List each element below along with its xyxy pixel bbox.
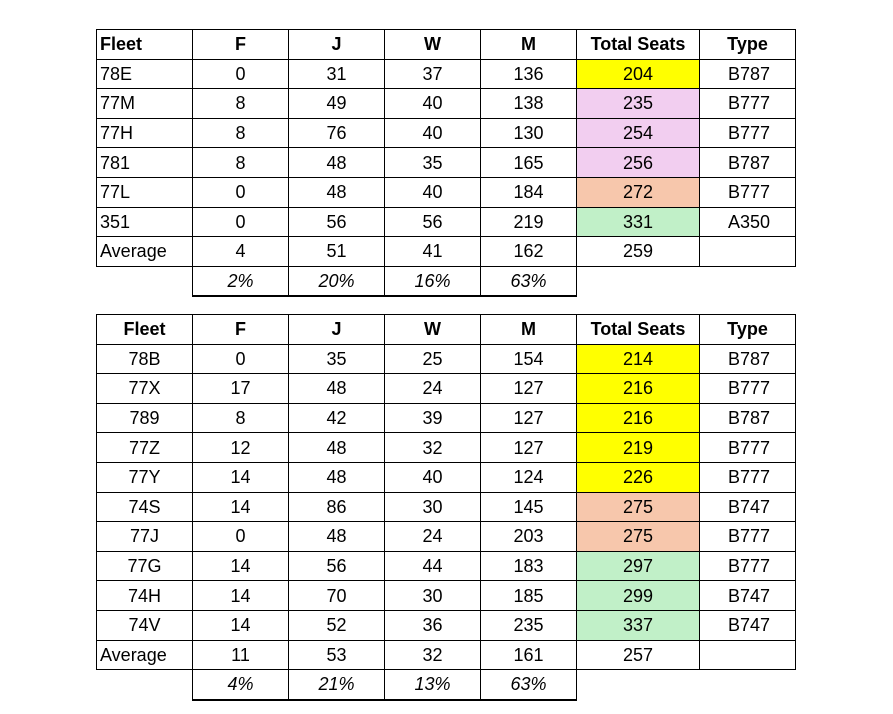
table-row <box>97 581 796 611</box>
cell-j: 48 <box>289 433 385 463</box>
cell-total-seats: 256 <box>577 148 700 178</box>
average-w: 41 <box>385 237 481 267</box>
cell-fleet: 77Y <box>97 462 193 492</box>
cell-f: 0 <box>193 59 289 89</box>
cell-m: 130 <box>481 118 577 148</box>
table-row <box>97 207 796 237</box>
percent-row <box>97 670 796 700</box>
cell-type: B777 <box>700 89 796 119</box>
percent-blank <box>577 670 700 700</box>
table-row <box>97 148 796 178</box>
percent-w: 13% <box>385 670 481 700</box>
cell-j: 48 <box>289 462 385 492</box>
percent-blank <box>700 266 796 296</box>
cell-fleet: 78B <box>97 344 193 374</box>
cell-m: 185 <box>481 581 577 611</box>
header-total-seats: Total Seats <box>577 30 700 60</box>
fleet-table-2 <box>96 314 796 701</box>
cell-fleet: 77H <box>97 118 193 148</box>
cell-j: 42 <box>289 403 385 433</box>
cell-fleet: 77X <box>97 374 193 404</box>
cell-fleet: 74H <box>97 581 193 611</box>
cell-w: 36 <box>385 610 481 640</box>
average-f: 4 <box>193 237 289 267</box>
header-fleet: Fleet <box>97 315 193 345</box>
percent-j: 20% <box>289 266 385 296</box>
table-row <box>97 610 796 640</box>
cell-f: 17 <box>193 374 289 404</box>
cell-w: 30 <box>385 492 481 522</box>
percent-blank <box>97 670 193 700</box>
cell-total-seats: 272 <box>577 177 700 207</box>
cell-m: 154 <box>481 344 577 374</box>
cell-fleet: 74V <box>97 610 193 640</box>
cell-w: 40 <box>385 177 481 207</box>
cell-type: B777 <box>700 462 796 492</box>
cell-type: B777 <box>700 118 796 148</box>
cell-j: 70 <box>289 581 385 611</box>
cell-f: 8 <box>193 148 289 178</box>
percent-row <box>97 266 796 296</box>
cell-w: 40 <box>385 89 481 119</box>
percent-f: 2% <box>193 266 289 296</box>
header-m: M <box>481 30 577 60</box>
cell-f: 14 <box>193 610 289 640</box>
cell-type: B787 <box>700 403 796 433</box>
cell-m: 235 <box>481 610 577 640</box>
percent-blank <box>700 670 796 700</box>
cell-total-seats: 214 <box>577 344 700 374</box>
cell-total-seats: 297 <box>577 551 700 581</box>
cell-w: 37 <box>385 59 481 89</box>
cell-f: 14 <box>193 462 289 492</box>
cell-fleet: 77L <box>97 177 193 207</box>
cell-fleet: 77Z <box>97 433 193 463</box>
average-label: Average <box>97 237 193 267</box>
cell-type: B777 <box>700 374 796 404</box>
cell-m: 165 <box>481 148 577 178</box>
percent-blank <box>577 266 700 296</box>
cell-j: 35 <box>289 344 385 374</box>
table-row <box>97 403 796 433</box>
cell-type: B747 <box>700 581 796 611</box>
table-row <box>97 374 796 404</box>
cell-w: 56 <box>385 207 481 237</box>
cell-w: 44 <box>385 551 481 581</box>
cell-m: 127 <box>481 403 577 433</box>
cell-f: 0 <box>193 177 289 207</box>
cell-f: 0 <box>193 522 289 552</box>
cell-w: 30 <box>385 581 481 611</box>
cell-j: 56 <box>289 551 385 581</box>
cell-f: 8 <box>193 89 289 119</box>
cell-f: 0 <box>193 344 289 374</box>
cell-f: 14 <box>193 551 289 581</box>
header-fleet: Fleet <box>97 30 193 60</box>
table-row <box>97 433 796 463</box>
table-row <box>97 177 796 207</box>
cell-j: 76 <box>289 118 385 148</box>
percent-f: 4% <box>193 670 289 700</box>
cell-j: 48 <box>289 148 385 178</box>
cell-fleet: 77J <box>97 522 193 552</box>
cell-m: 203 <box>481 522 577 552</box>
average-type-empty <box>700 237 796 267</box>
average-row <box>97 237 796 267</box>
cell-w: 35 <box>385 148 481 178</box>
header-f: F <box>193 30 289 60</box>
table-row <box>97 522 796 552</box>
cell-type: B787 <box>700 148 796 178</box>
average-w: 32 <box>385 640 481 670</box>
percent-m: 63% <box>481 266 577 296</box>
header-row <box>97 315 796 345</box>
cell-total-seats: 331 <box>577 207 700 237</box>
cell-m: 219 <box>481 207 577 237</box>
header-total-seats: Total Seats <box>577 315 700 345</box>
cell-type: B777 <box>700 177 796 207</box>
average-label: Average <box>97 640 193 670</box>
header-f: F <box>193 315 289 345</box>
cell-j: 56 <box>289 207 385 237</box>
cell-m: 145 <box>481 492 577 522</box>
cell-w: 24 <box>385 522 481 552</box>
cell-w: 32 <box>385 433 481 463</box>
cell-m: 127 <box>481 374 577 404</box>
cell-total-seats: 275 <box>577 522 700 552</box>
average-total-seats: 257 <box>577 640 700 670</box>
cell-f: 12 <box>193 433 289 463</box>
cell-fleet: 74S <box>97 492 193 522</box>
fleet-table-1 <box>96 29 796 297</box>
cell-j: 48 <box>289 177 385 207</box>
table-row <box>97 89 796 119</box>
cell-f: 8 <box>193 403 289 433</box>
cell-total-seats: 204 <box>577 59 700 89</box>
cell-fleet: 77M <box>97 89 193 119</box>
cell-m: 184 <box>481 177 577 207</box>
percent-w: 16% <box>385 266 481 296</box>
cell-total-seats: 254 <box>577 118 700 148</box>
table-row <box>97 492 796 522</box>
cell-f: 14 <box>193 581 289 611</box>
table-row <box>97 551 796 581</box>
cell-j: 52 <box>289 610 385 640</box>
header-w: W <box>385 30 481 60</box>
cell-j: 48 <box>289 522 385 552</box>
cell-total-seats: 216 <box>577 374 700 404</box>
cell-w: 40 <box>385 118 481 148</box>
header-w: W <box>385 315 481 345</box>
cell-type: A350 <box>700 207 796 237</box>
header-j: J <box>289 315 385 345</box>
cell-total-seats: 216 <box>577 403 700 433</box>
header-m: M <box>481 315 577 345</box>
cell-w: 39 <box>385 403 481 433</box>
average-type-empty <box>700 640 796 670</box>
cell-fleet: 351 <box>97 207 193 237</box>
cell-j: 31 <box>289 59 385 89</box>
table-row <box>97 118 796 148</box>
cell-type: B777 <box>700 551 796 581</box>
cell-m: 127 <box>481 433 577 463</box>
cell-fleet: 789 <box>97 403 193 433</box>
average-total-seats: 259 <box>577 237 700 267</box>
average-j: 51 <box>289 237 385 267</box>
average-m: 162 <box>481 237 577 267</box>
cell-f: 14 <box>193 492 289 522</box>
header-type: Type <box>700 315 796 345</box>
table-row <box>97 462 796 492</box>
cell-total-seats: 235 <box>577 89 700 119</box>
cell-fleet: 781 <box>97 148 193 178</box>
header-type: Type <box>700 30 796 60</box>
cell-m: 183 <box>481 551 577 581</box>
cell-total-seats: 275 <box>577 492 700 522</box>
header-row <box>97 30 796 60</box>
cell-type: B787 <box>700 59 796 89</box>
cell-m: 138 <box>481 89 577 119</box>
cell-j: 48 <box>289 374 385 404</box>
cell-w: 24 <box>385 374 481 404</box>
cell-type: B777 <box>700 433 796 463</box>
cell-j: 49 <box>289 89 385 119</box>
percent-m: 63% <box>481 670 577 700</box>
cell-m: 124 <box>481 462 577 492</box>
header-j: J <box>289 30 385 60</box>
percent-blank <box>97 266 193 296</box>
cell-fleet: 78E <box>97 59 193 89</box>
cell-type: B747 <box>700 610 796 640</box>
percent-j: 21% <box>289 670 385 700</box>
cell-type: B747 <box>700 492 796 522</box>
cell-total-seats: 219 <box>577 433 700 463</box>
cell-m: 136 <box>481 59 577 89</box>
table-row <box>97 59 796 89</box>
cell-fleet: 77G <box>97 551 193 581</box>
cell-w: 25 <box>385 344 481 374</box>
average-j: 53 <box>289 640 385 670</box>
average-row <box>97 640 796 670</box>
cell-total-seats: 337 <box>577 610 700 640</box>
cell-type: B777 <box>700 522 796 552</box>
cell-type: B787 <box>700 344 796 374</box>
cell-total-seats: 299 <box>577 581 700 611</box>
cell-w: 40 <box>385 462 481 492</box>
cell-f: 0 <box>193 207 289 237</box>
average-f: 11 <box>193 640 289 670</box>
cell-total-seats: 226 <box>577 462 700 492</box>
cell-j: 86 <box>289 492 385 522</box>
average-m: 161 <box>481 640 577 670</box>
cell-f: 8 <box>193 118 289 148</box>
table-row <box>97 344 796 374</box>
